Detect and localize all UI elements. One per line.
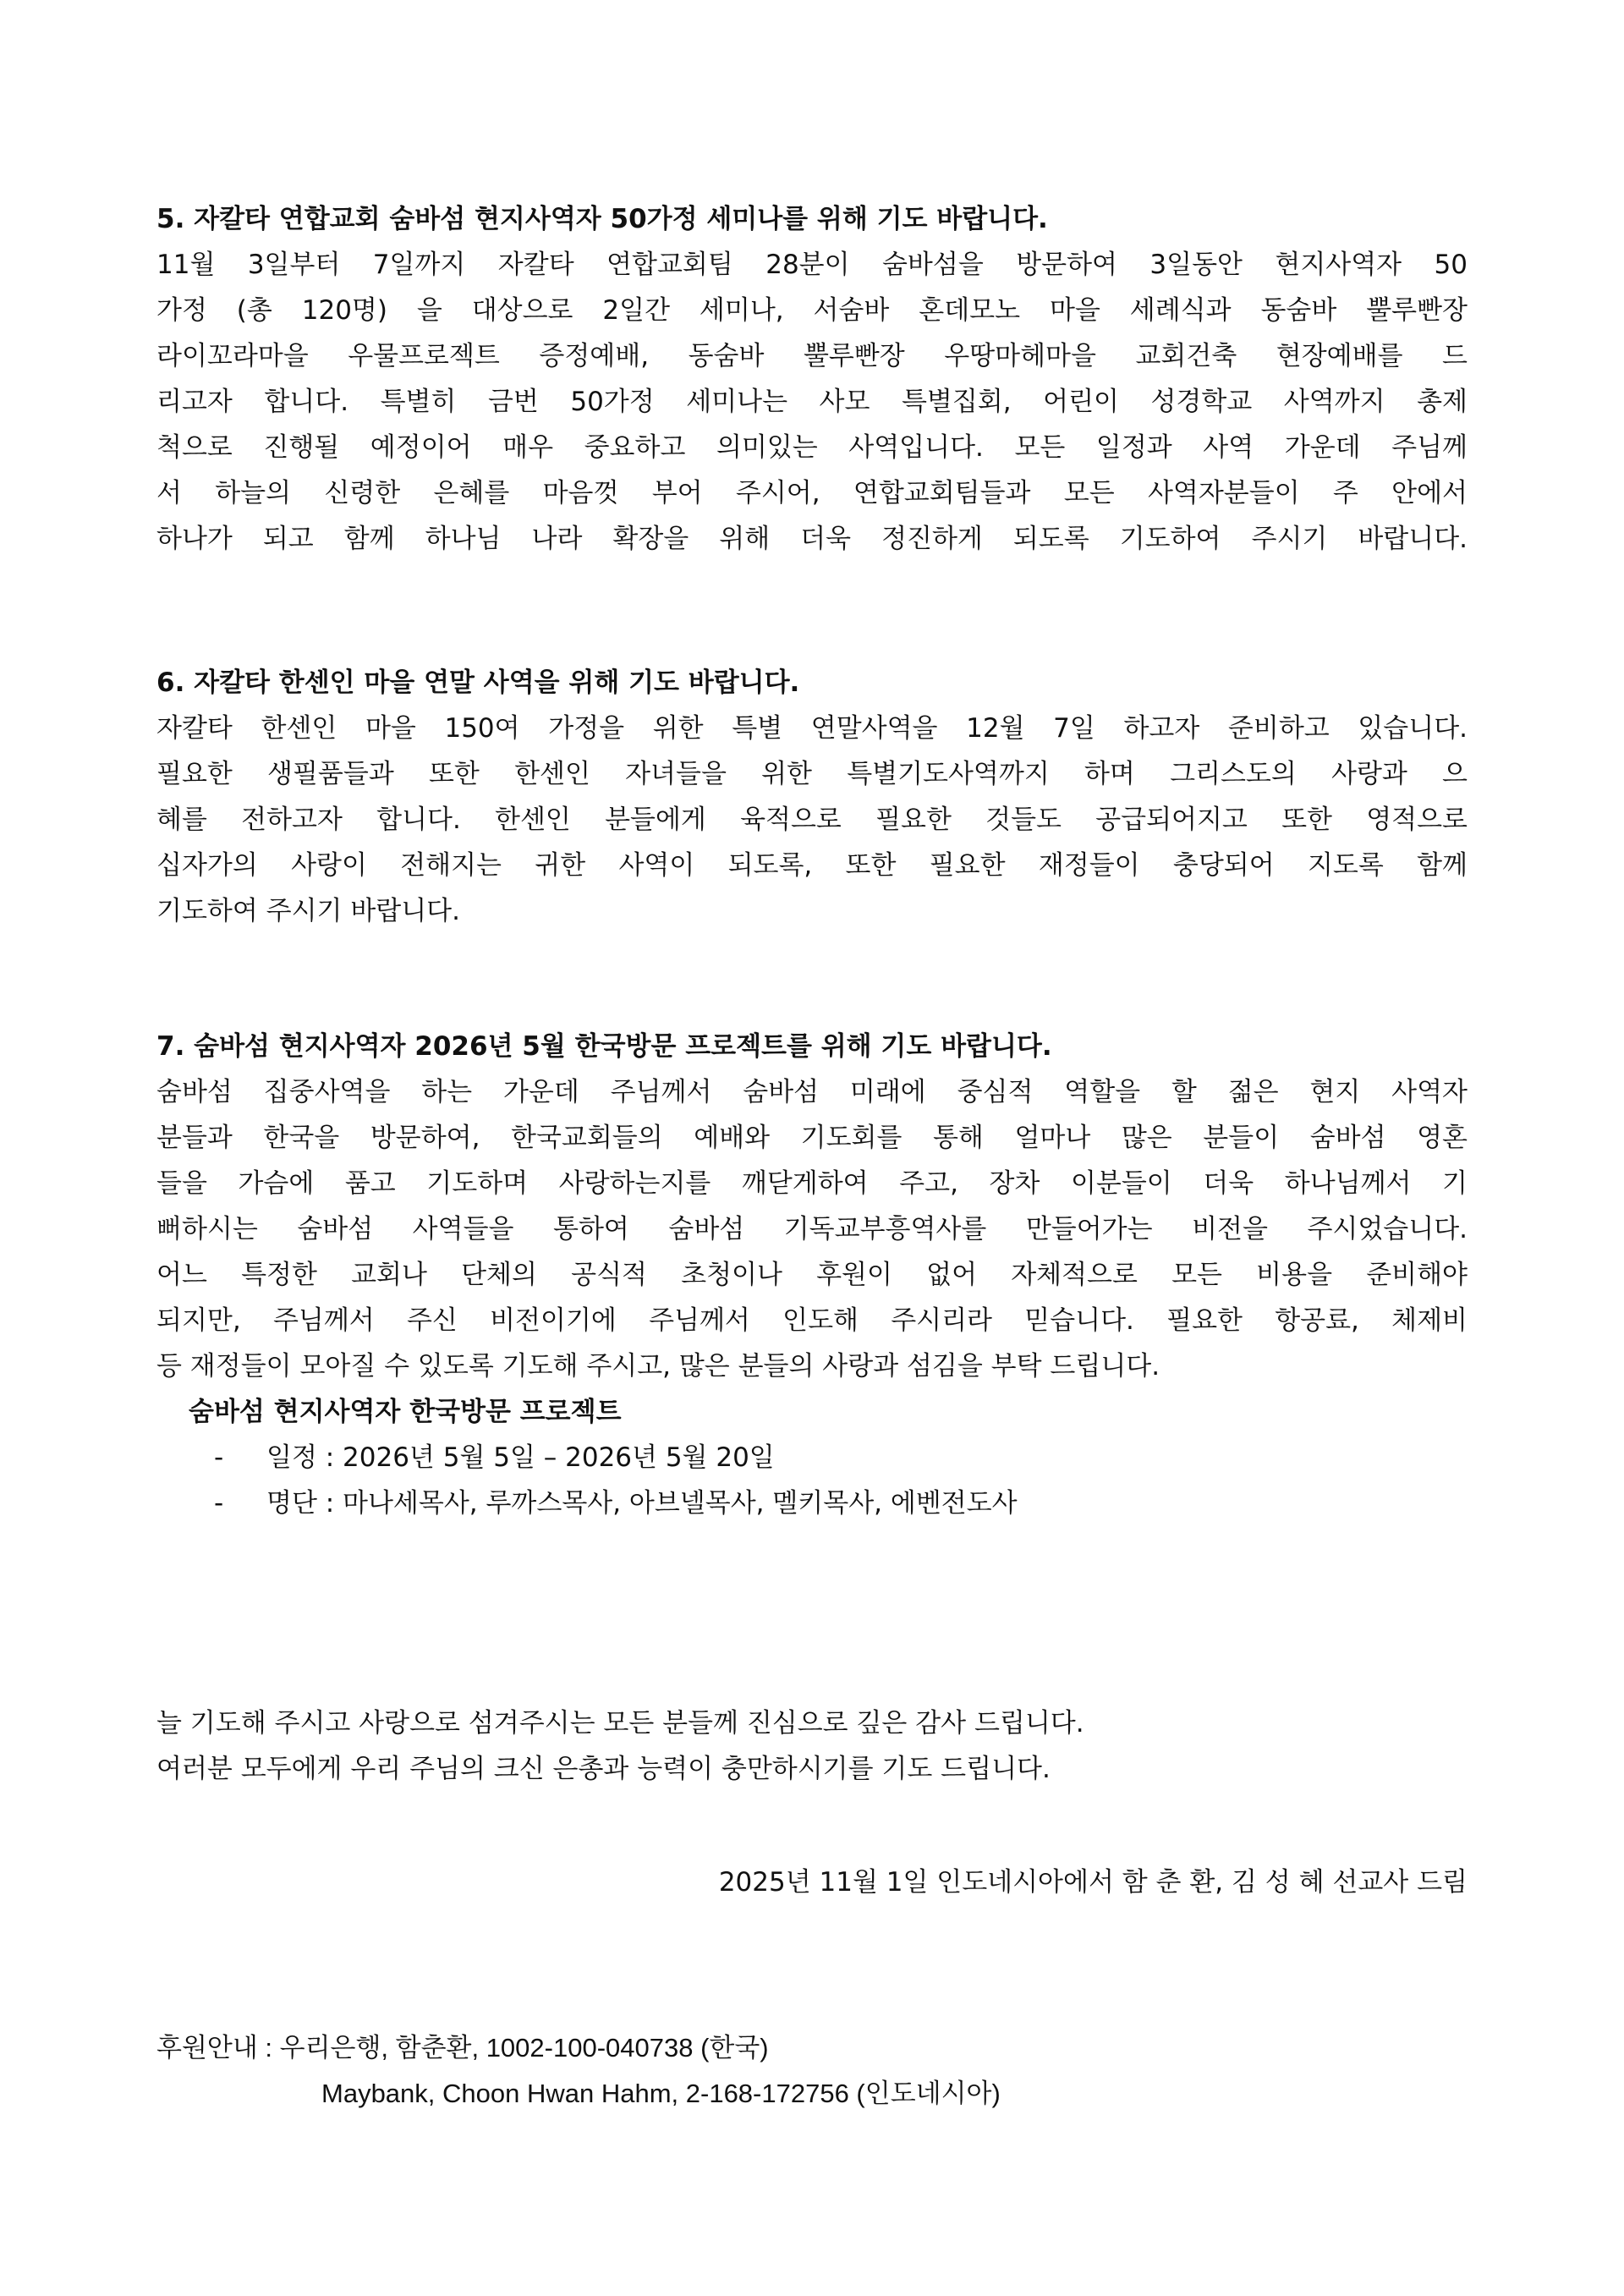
bullet-dash: - [214,1488,224,1519]
paragraph-line: 분들과 한국을 방문하여, 한국교회들의 예배와 기도회를 통해 얼마나 많은 분들이 숨바섬 영혼 [156,1123,1468,1153]
paragraph-line: 등 재정들이 모아질 수 있도록 기도해 주시고, 많은 분들의 사랑과 섬김을 부탁 드립니다. [156,1351,1160,1381]
paragraph-line: 되지만, 주님께서 주신 비전이기에 주님께서 인도해 주시리라 믿습니다. 필요한 항공료, 체제비 [156,1305,1468,1336]
signature-line: 2025년 11월 1일 인도네시아에서 함 춘 환, 김 성 혜 선교사 드림 [718,1867,1468,1898]
section-heading: 5. 자칼타 연합교회 숨바섬 현지사역자 50가정 세미나를 위해 기도 바랍니다. [156,204,1048,234]
bullet-dash: - [214,1442,224,1473]
paragraph-line: 필요한 생필품들과 또한 한센인 자녀들을 위한 특별기도사역까지 하며 그리스도의 사랑과 으 [156,759,1468,789]
section-heading: 7. 숨바섬 현지사역자 2026년 5월 한국방문 프로젝트를 위해 기도 바랍니다. [156,1031,1052,1062]
closing-line: 늘 기도해 주시고 사랑으로 섬겨주시는 모든 분들께 진심으로 깊은 감사 드립니다. [156,1708,1084,1738]
section-heading: 6. 자칼타 한센인 마을 연말 사역을 위해 기도 바랍니다. [156,667,800,698]
prayer-section-5 [156,196,1468,562]
paragraph-line: 하나가 되고 함께 하나님 나라 확장을 위해 더욱 정진하게 되도록 기도하여 주시기 바랍니다. [156,524,1468,554]
paragraph-line: 가정 (총 120명) 을 대상으로 2일간 세미나, 서숨바 혼데모노 마을 세례식과 동숨바 뿔루빤장 [156,295,1468,326]
prayer-section-6 [156,660,1468,934]
project-members-text: 명단 : 마나세목사, 루까스목사, 아브넬목사, 멜키목사, 에벤전도사 [266,1488,1018,1519]
closing-remarks [156,1700,1468,1792]
support-info [156,2025,1468,2117]
paragraph-line: 혜를 전하고자 합니다. 한센인 분들에게 육적으로 필요한 것들도 공급되어지고 또한 영적으로 [156,805,1468,835]
paragraph-line: 11월 3일부터 7일까지 자칼타 연합교회팀 28분이 숨바섬을 방문하여 3일동안 현지사역자 50 [156,250,1468,280]
project-schedule-text: 일정 : 2026년 5월 5일 – 2026년 5월 20일 [266,1442,775,1473]
paragraph-line: 뻐하시는 숨바섬 사역들을 통하여 숨바섬 기독교부흥역사를 만들어가는 비전을 주시었습니다. [156,1214,1468,1244]
project-members-item [214,1480,1468,1526]
paragraph-line: 숨바섬 집중사역을 하는 가운데 주님께서 숨바섬 미래에 중심적 역할을 할 젊은 현지 사역자 [156,1077,1468,1107]
paragraph-line: 서 하늘의 신령한 은혜를 마음껏 부어 주시어, 연합교회팀들과 모든 사역자분들이 주 안에서 [156,478,1468,508]
support-line-overseas: Maybank, Choon Hwan Hahm, 2-168-172756 (인도네시아) [321,2079,1001,2108]
paragraph-line: 어느 특정한 교회나 단체의 공식적 초청이나 후원이 없어 자체적으로 모든 비용을 준비해야 [156,1260,1468,1290]
support-line-domestic: 후원안내 : 우리은행, 함춘환, 1002-100-040738 (한국) [156,2033,769,2063]
paragraph-line: 십자가의 사랑이 전해지는 귀한 사역이 되도록, 또한 필요한 재정들이 충당되어 지도록 함께 [156,850,1468,881]
paragraph-line: 라이꼬라마을 우물프로젝트 증정예배, 동숨바 뿔루빤장 우땅마헤마을 교회건축 현장예배를 드 [156,341,1468,371]
prayer-section-7 [156,1024,1468,1526]
paragraph-line: 자칼타 한센인 마을 150여 가정을 위한 특별 연말사역을 12월 7일 하고자 준비하고 있습니다. [156,713,1468,744]
project-title: 숨바섬 현지사역자 한국방문 프로젝트 [189,1397,622,1427]
paragraph-line: 척으로 진행될 예정이어 매우 중요하고 의미있는 사역입니다. 모든 일정과 사역 가운데 주님께 [156,432,1468,463]
paragraph-line: 리고자 합니다. 특별히 금번 50가정 세미나는 사모 특별집회, 어린이 성경학교 사역까지 총제 [156,387,1468,417]
paragraph-line: 들을 가슴에 품고 기도하며 사랑하는지를 깨닫게하여 주고, 장차 이분들이 더욱 하나님께서 기 [156,1168,1468,1199]
paragraph-line: 기도하여 주시기 바랍니다. [156,896,460,926]
project-schedule-item [214,1435,1468,1480]
closing-line: 여러분 모두에게 우리 주님의 크신 은총과 능력이 충만하시기를 기도 드립니다. [156,1754,1051,1784]
